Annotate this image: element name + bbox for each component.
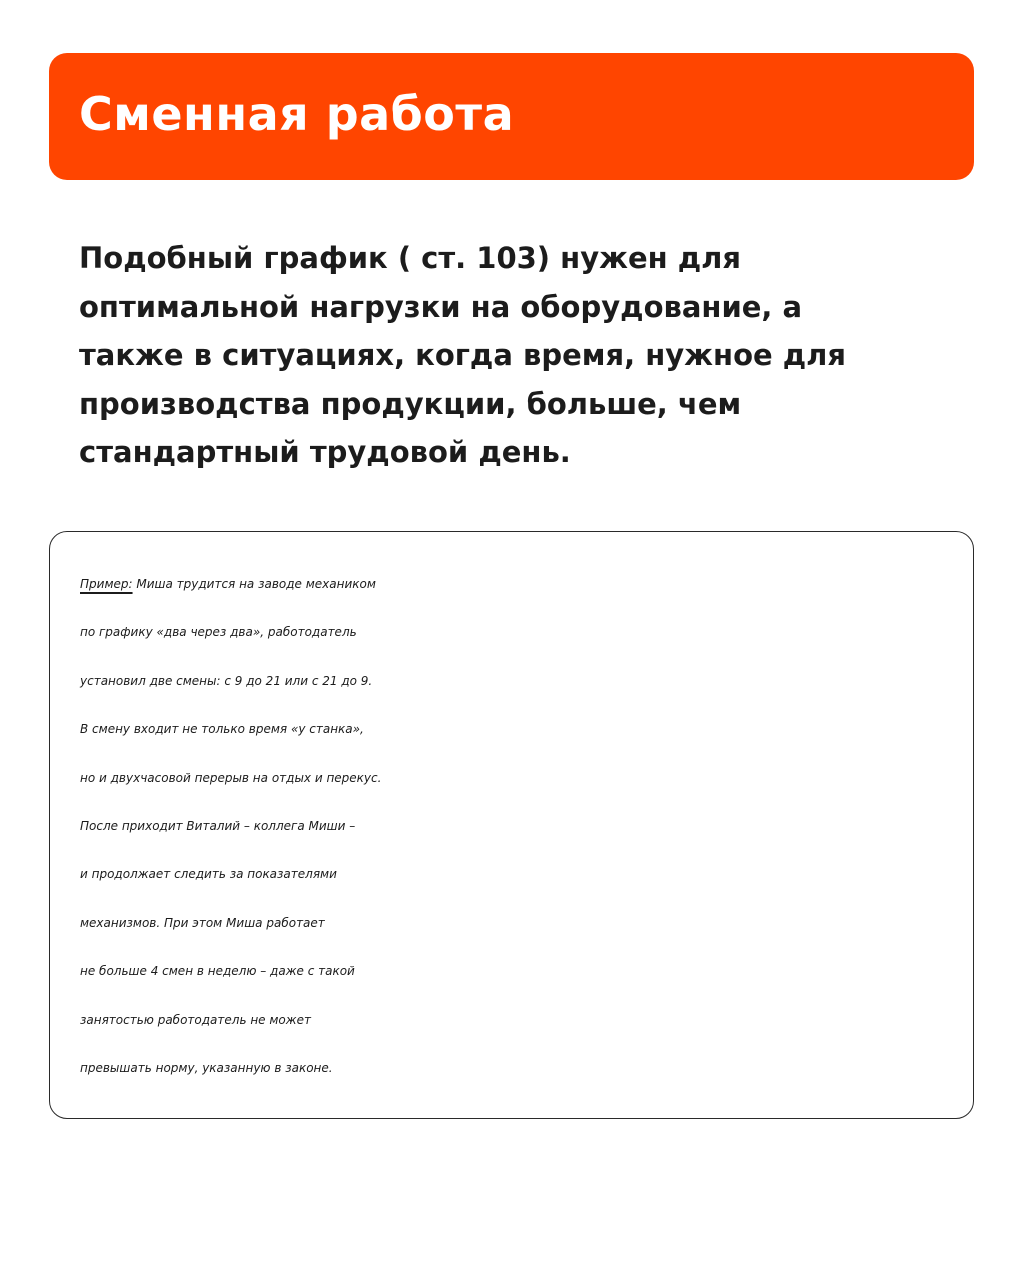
example-paragraph [80,560,960,1092]
intro-line: производства продукции, больше, чем [79,386,742,421]
example-line: После приходит Виталий – коллега Миши – [80,819,356,834]
example-line: механизмов. При этом Миша работает [80,915,325,930]
intro-line: оптимальной нагрузки на оборудование, а [79,289,803,324]
example-line: В смену входит не только время «у станка», [80,722,364,737]
example-line: но и двухчасовой перерыв на отдых и перекус. [80,770,382,785]
example-box [49,531,974,1119]
example-label: Пример: [80,577,133,591]
example-line: установил две смены: с 9 до 21 или с 21 до 9. [80,673,373,688]
intro-line: стандартный трудовой день. [79,435,571,469]
example-line: занятостью работодатель не может [80,1012,311,1027]
example-line [80,560,960,608]
example-line: по графику «два через два», работодатель [80,625,357,640]
page-title: Сменная работа [79,86,515,141]
example-line: не больше 4 смен в неделю – даже с такой [80,964,355,979]
example-line: и продолжает следить за показателями [80,867,337,882]
intro-paragraph [79,234,959,477]
example-line: превышать норму, указанную в законе. [80,1061,333,1076]
intro-line: также в ситуациях, когда время, нужное для [79,338,847,372]
intro-line: Подобный график ( ст. 103) нужен для [79,241,742,275]
title-banner [49,53,974,180]
example-first-line-text: Миша трудится на заводе механиком [132,577,376,591]
